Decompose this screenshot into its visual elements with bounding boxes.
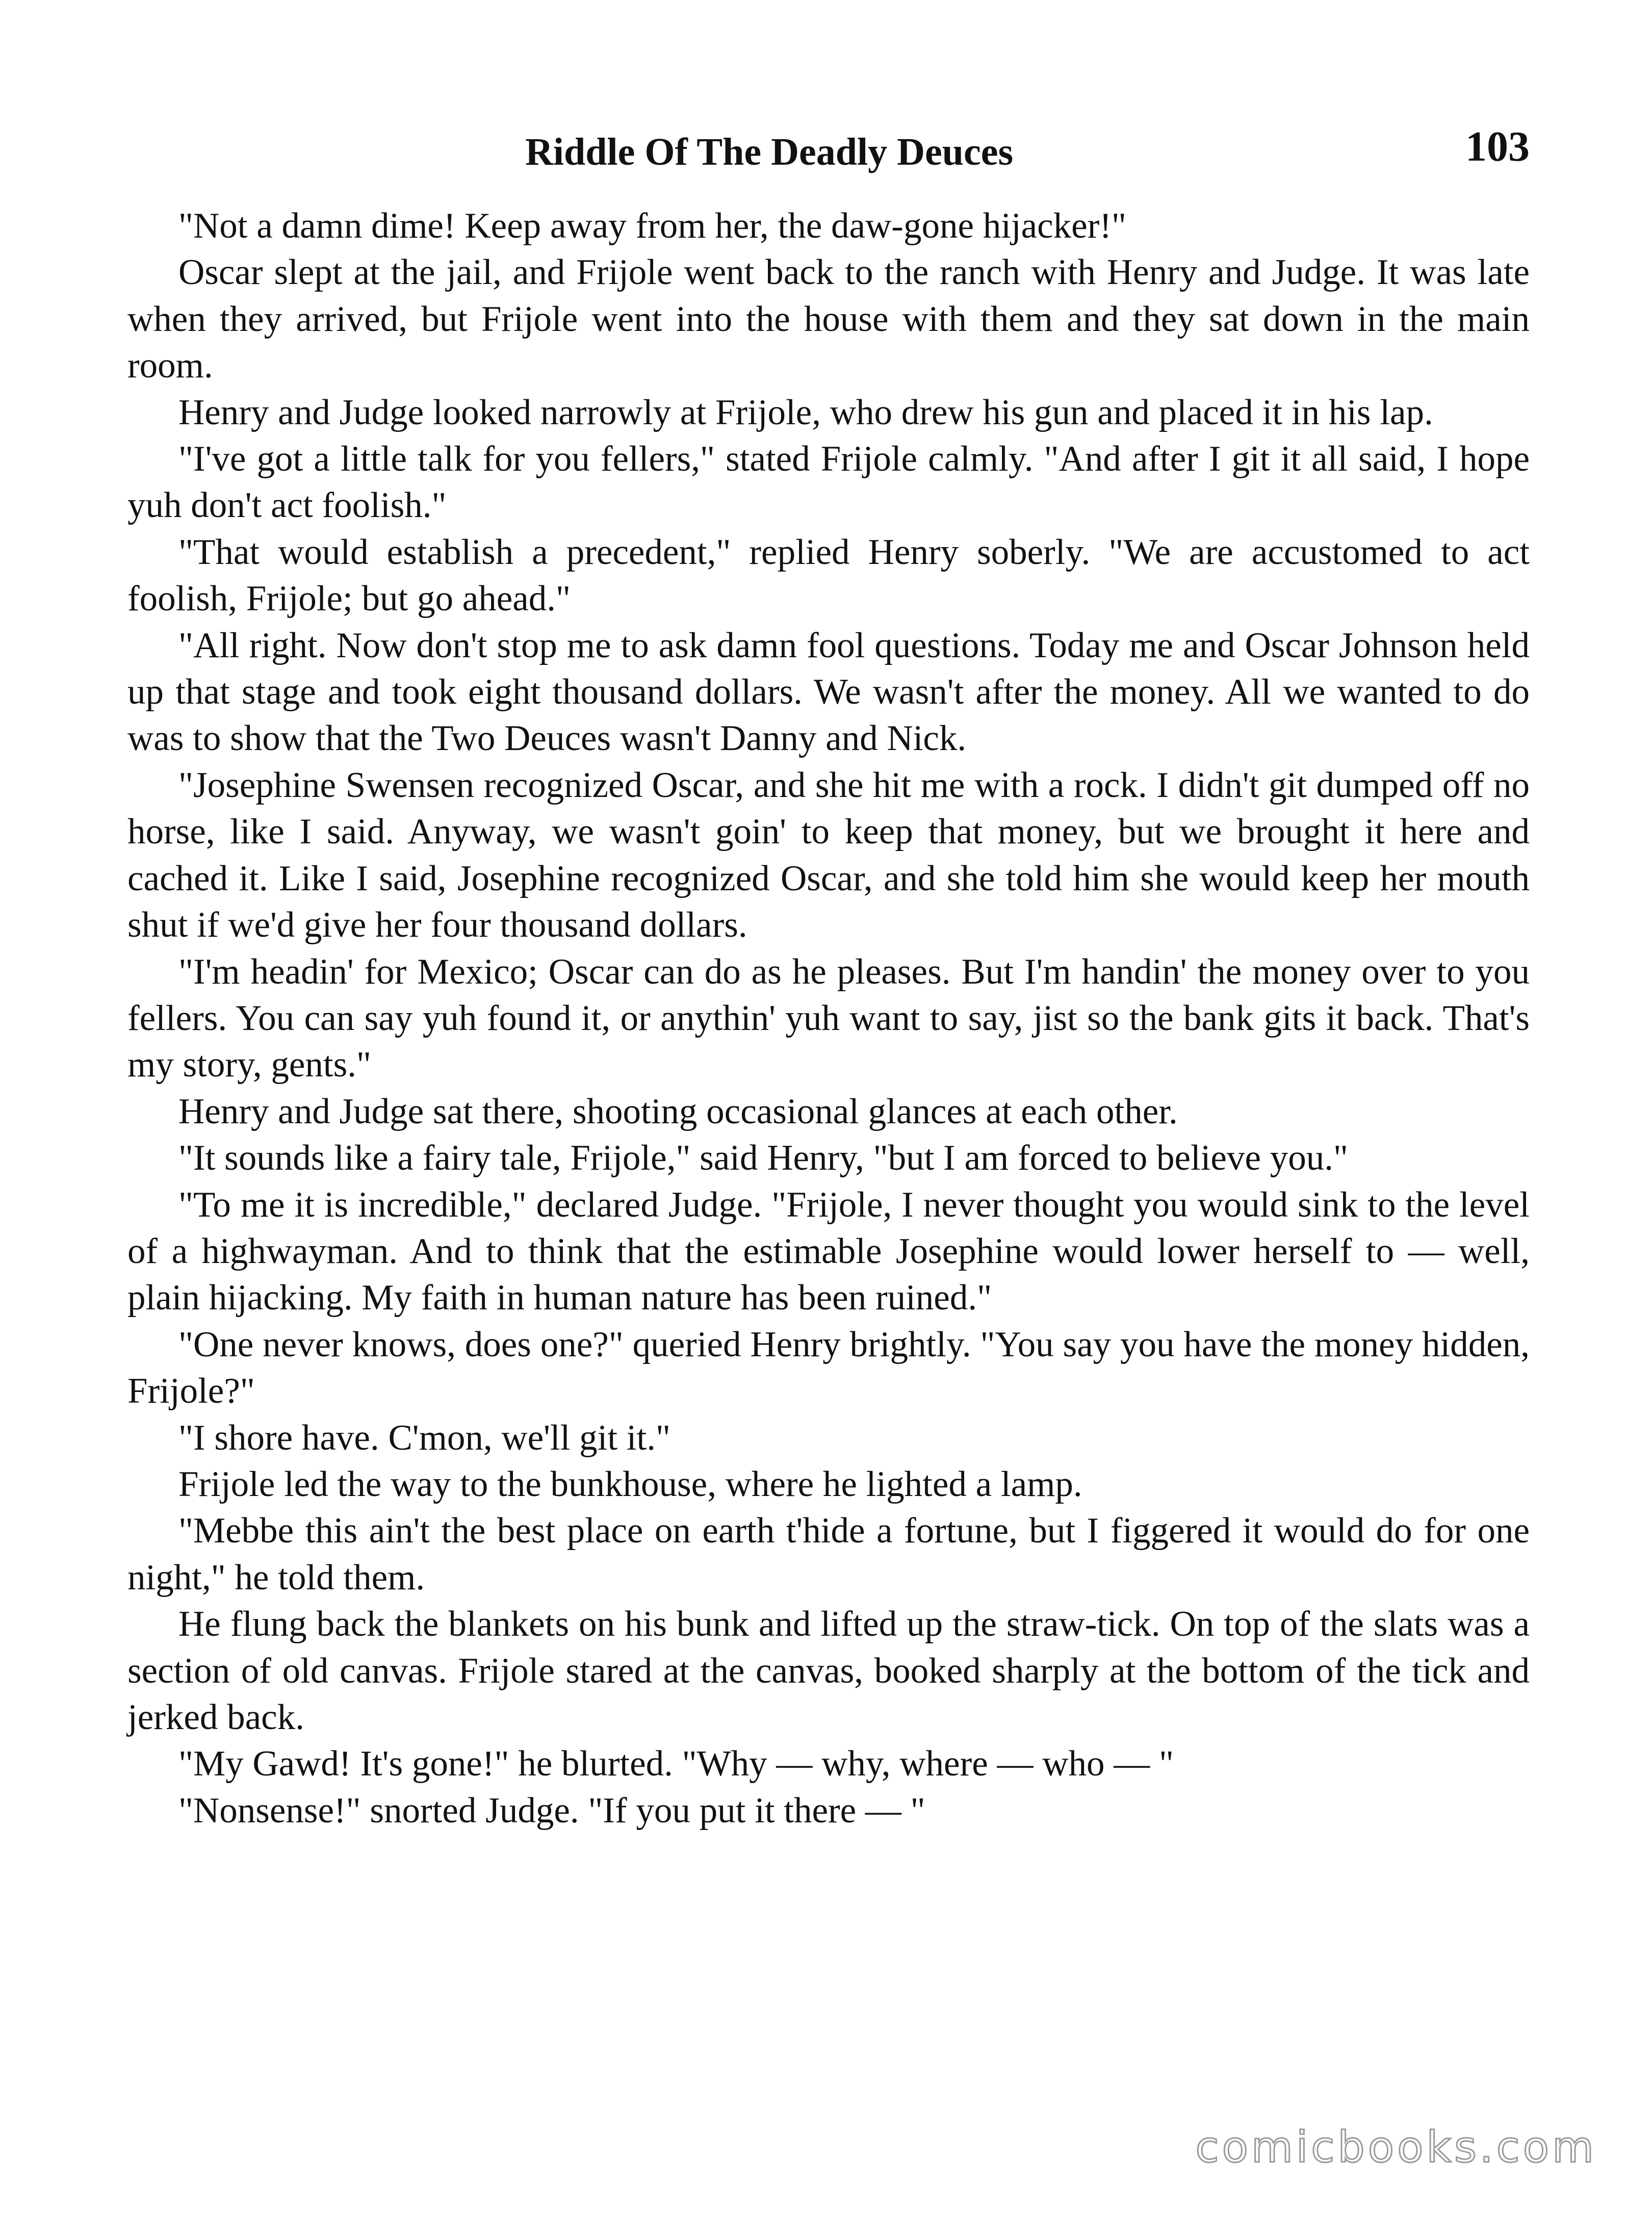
paragraph: "Mebbe this ain't the best place on earth t'hide a fortune, but I figgered it would do for one night," he told them. — [127, 1511, 1530, 1597]
paragraph: "I've got a little talk for you fellers," stated Frijole calmly. "And after I git it all said, I hope yuh don't act foolish." — [127, 439, 1530, 526]
paragraph: "All right. Now don't stop me to ask damn fool questions. Today me and Oscar Johnson held up that stage and took eight thousand dollars. We wasn't after the money. All we wanted to do was to show that the Two Deuces wasn't Danny and Nick. — [127, 625, 1530, 759]
body-text — [127, 203, 1530, 1834]
site-watermark: comicbooks.com — [1195, 2122, 1597, 2172]
paragraph: "Josephine Swensen recognized Oscar, and she hit me with a rock. I didn't git dumped off no horse, like I said. Anyway, we wasn't goin' to keep that money, but we brought it here and cached it. Like I said, Josephine recognized Oscar, and she told him she would keep her mouth shut if we'd give her four thousand dollars. — [127, 765, 1530, 945]
paragraph: "I shore have. C'mon, we'll git it." — [178, 1417, 670, 1458]
paragraph: Henry and Judge sat there, shooting occasional glances at each other. — [178, 1091, 1178, 1131]
paragraph: "To me it is incredible," declared Judge. "Frijole, I never thought you would sink to the level of a highwayman. And to think that the estimable Josephine would lower herself to — well, plain hijacking. My faith in human nature has been ruined." — [127, 1184, 1530, 1318]
paragraph: "One never knows, does one?" queried Henry brightly. "You say you have the money hidden, Frijole?" — [127, 1324, 1530, 1411]
page-number: 103 — [1465, 123, 1530, 170]
paragraph: "It sounds like a fairy tale, Frijole," said Henry, "but I am forced to believe you." — [178, 1138, 1348, 1178]
paragraph: He flung back the blankets on his bunk and lifted up the straw-tick. On top of the slats was a section of old canvas. Frijole stared at the canvas, booked sharply at the bottom of the tick and jerked back. — [127, 1604, 1530, 1737]
paragraph: Frijole led the way to the bunkhouse, where he lighted a lamp. — [178, 1464, 1082, 1504]
paragraph: "I'm headin' for Mexico; Oscar can do as he pleases. But I'm handin' the money over to you fellers. You can say yuh found it, or anythin' yuh want to say, jist so the bank gits it back. That's my story, gents." — [127, 951, 1530, 1085]
running-head — [127, 121, 1530, 183]
paragraph: "Not a damn dime! Keep away from her, the daw-gone hijacker!" — [178, 206, 1126, 246]
paragraph: "Nonsense!" snorted Judge. "If you put it there — " — [178, 1790, 925, 1830]
paragraph: Henry and Judge looked narrowly at Frijole, who drew his gun and placed it in his lap. — [178, 392, 1433, 432]
paragraph: "My Gawd! It's gone!" he blurted. "Why — why, where — who — " — [178, 1744, 1174, 1784]
paragraph: Oscar slept at the jail, and Frijole went back to the ranch with Henry and Judge. It was late when they arrived, but Frijole went into the house with them and they sat down in the main room. — [127, 252, 1530, 386]
book-title: Riddle Of The Deadly Deuces — [525, 131, 1014, 173]
paragraph: "That would establish a precedent," replied Henry soberly. "We are accustomed to act foolish, Frijole; but go ahead." — [127, 532, 1530, 619]
